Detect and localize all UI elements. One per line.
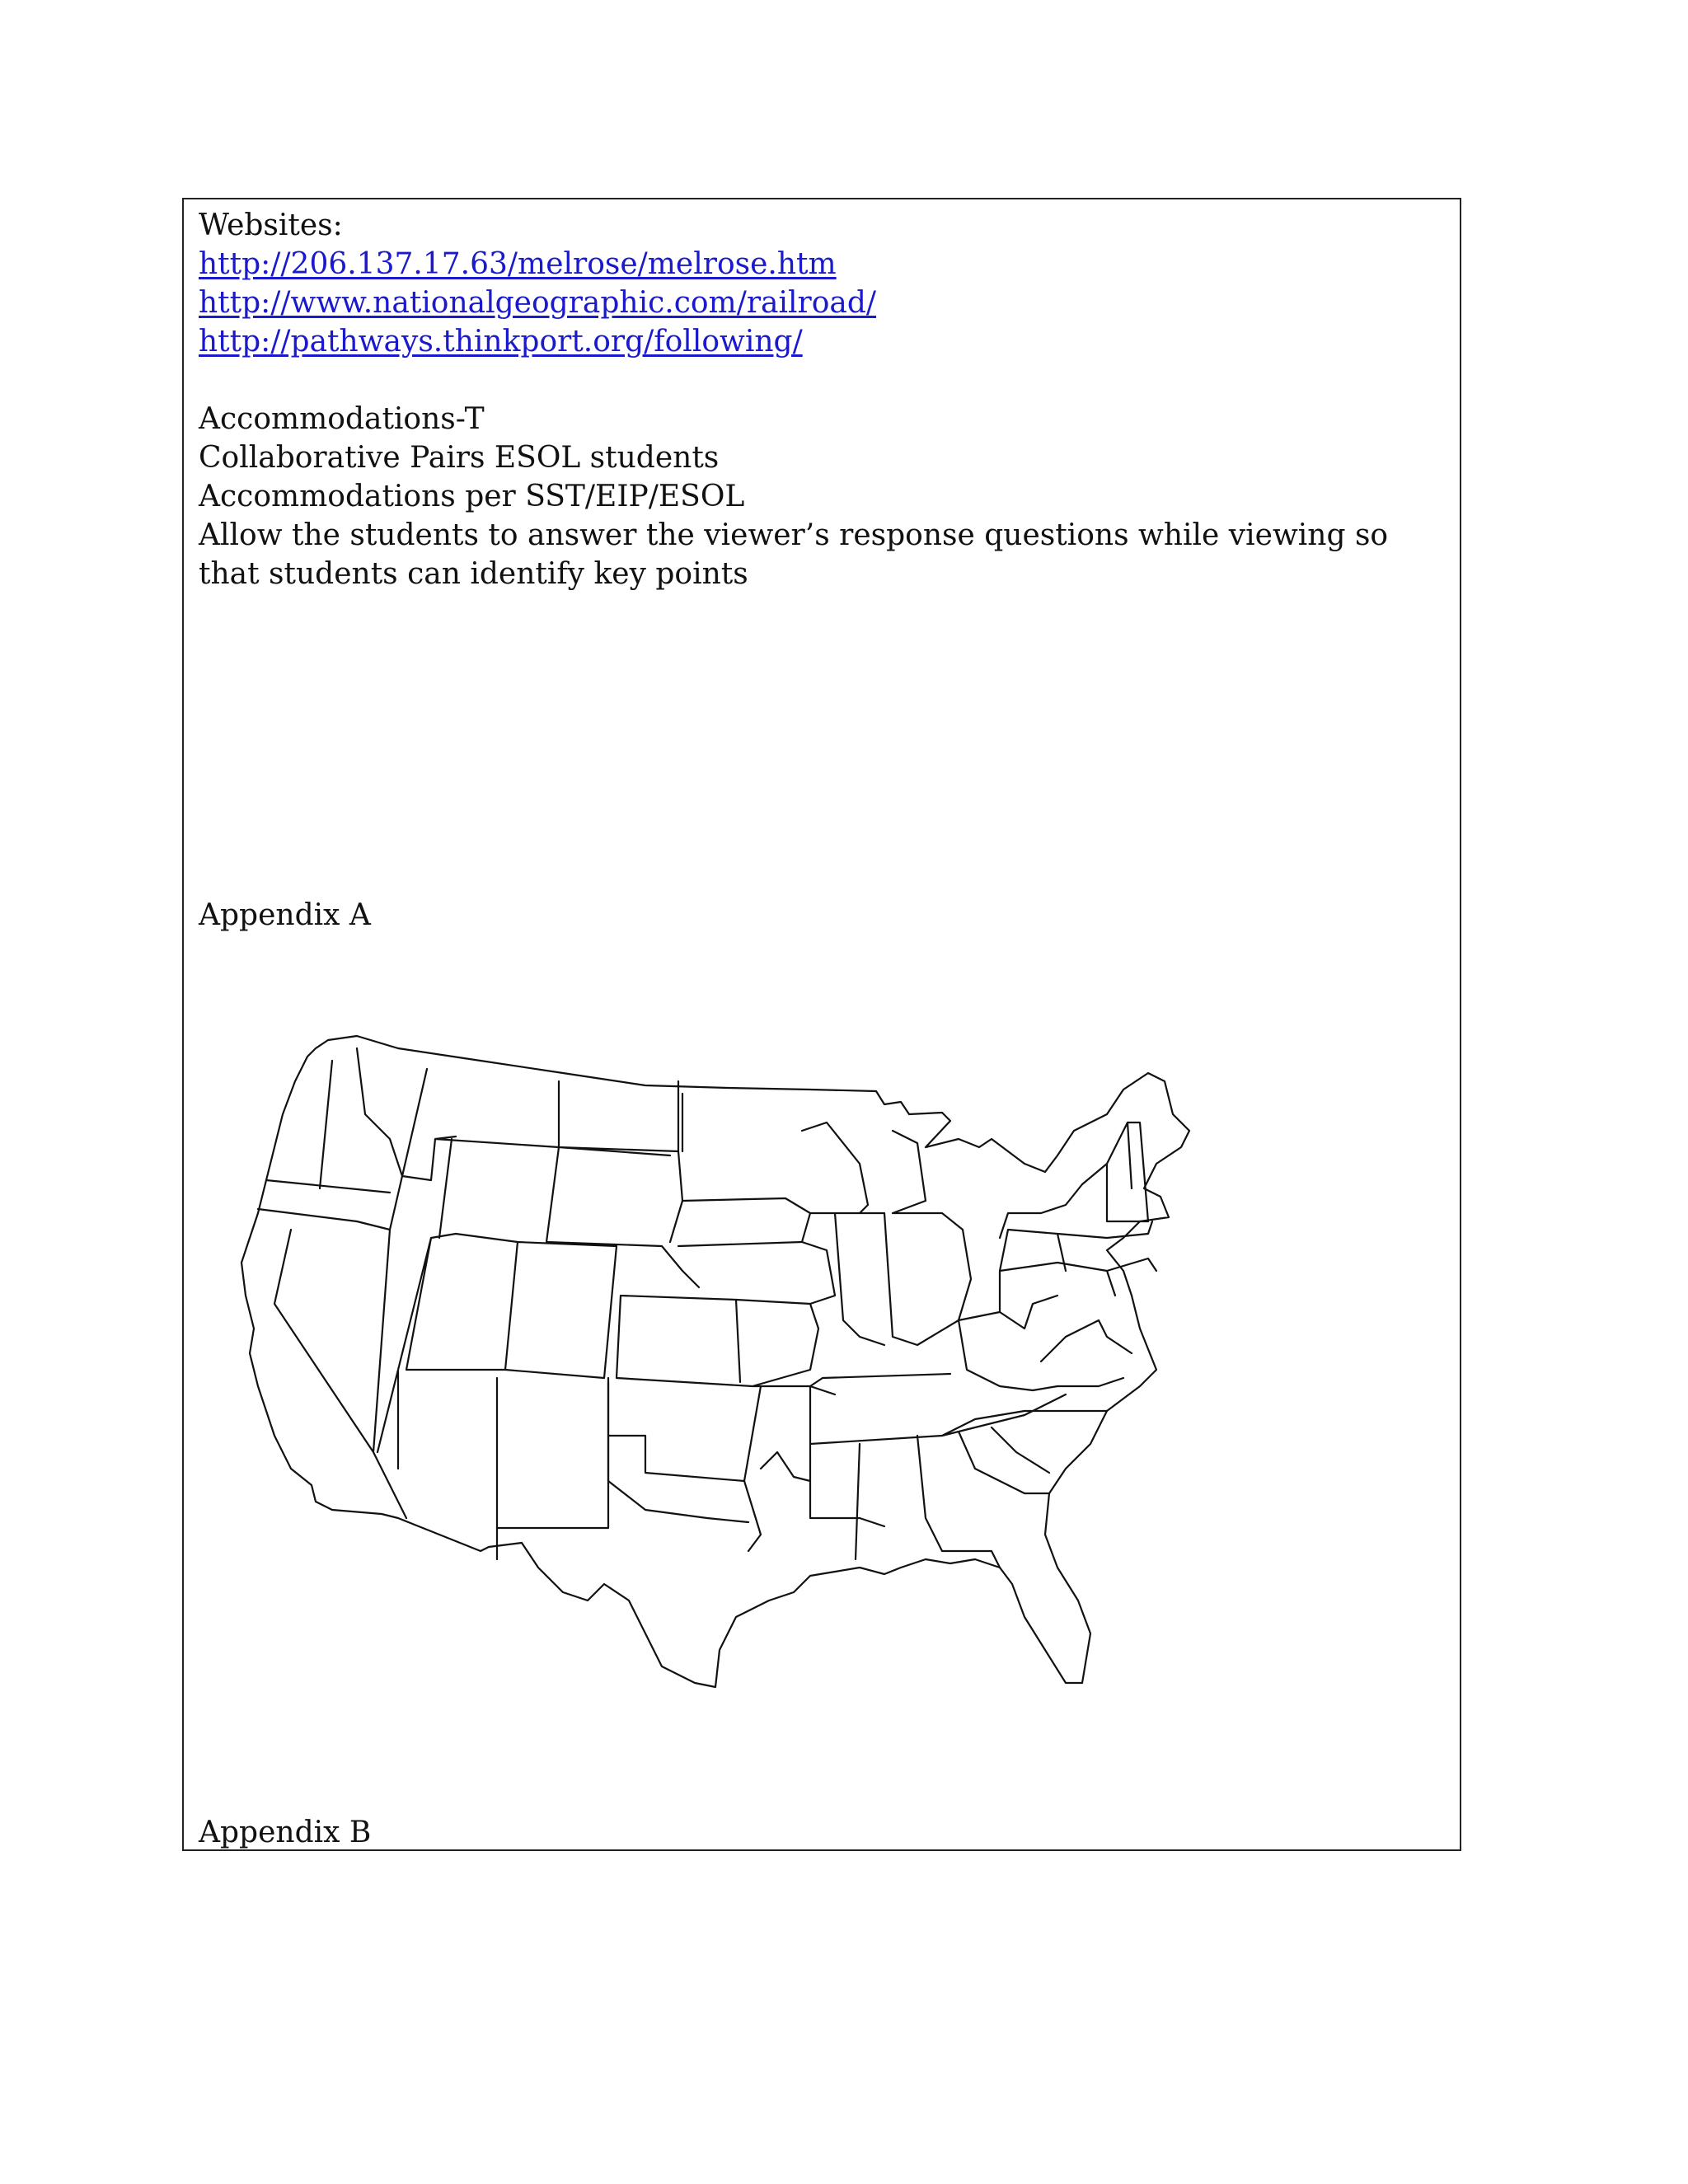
- state-lines-south: [761, 1386, 1107, 1568]
- appendix-b-label: Appendix B: [199, 1816, 372, 1849]
- accommodation-line-1: Collaborative Pairs ESOL students: [199, 441, 720, 475]
- spacer: [199, 361, 1445, 400]
- us-states-outline-map-icon: [233, 1024, 1280, 1732]
- state-lines-east: [959, 1122, 1156, 1390]
- state-lines-plains: [546, 1081, 802, 1551]
- accommodations-heading: Accommodations-T: [199, 402, 485, 436]
- us-map-svg: [233, 1024, 1280, 1732]
- website-link-melrose[interactable]: http://206.137.17.63/melrose/melrose.htm: [199, 247, 837, 281]
- document-frame: [182, 198, 1461, 1851]
- appendix-a-label: Appendix A: [199, 898, 371, 932]
- website-link-railroad[interactable]: http://www.nationalgeographic.com/railroad/: [199, 286, 877, 320]
- websites-heading: Websites:: [199, 209, 343, 242]
- accommodation-line-3: Allow the students to answer the viewer’s response questions while viewing so that students can identify key points: [199, 518, 1389, 591]
- website-link-thinkport[interactable]: http://pathways.thinkport.org/following/: [199, 325, 803, 359]
- state-lines-west: [258, 1048, 617, 1559]
- document-content: [199, 206, 1445, 593]
- accommodation-line-2: Accommodations per SST/EIP/ESOL: [199, 480, 745, 513]
